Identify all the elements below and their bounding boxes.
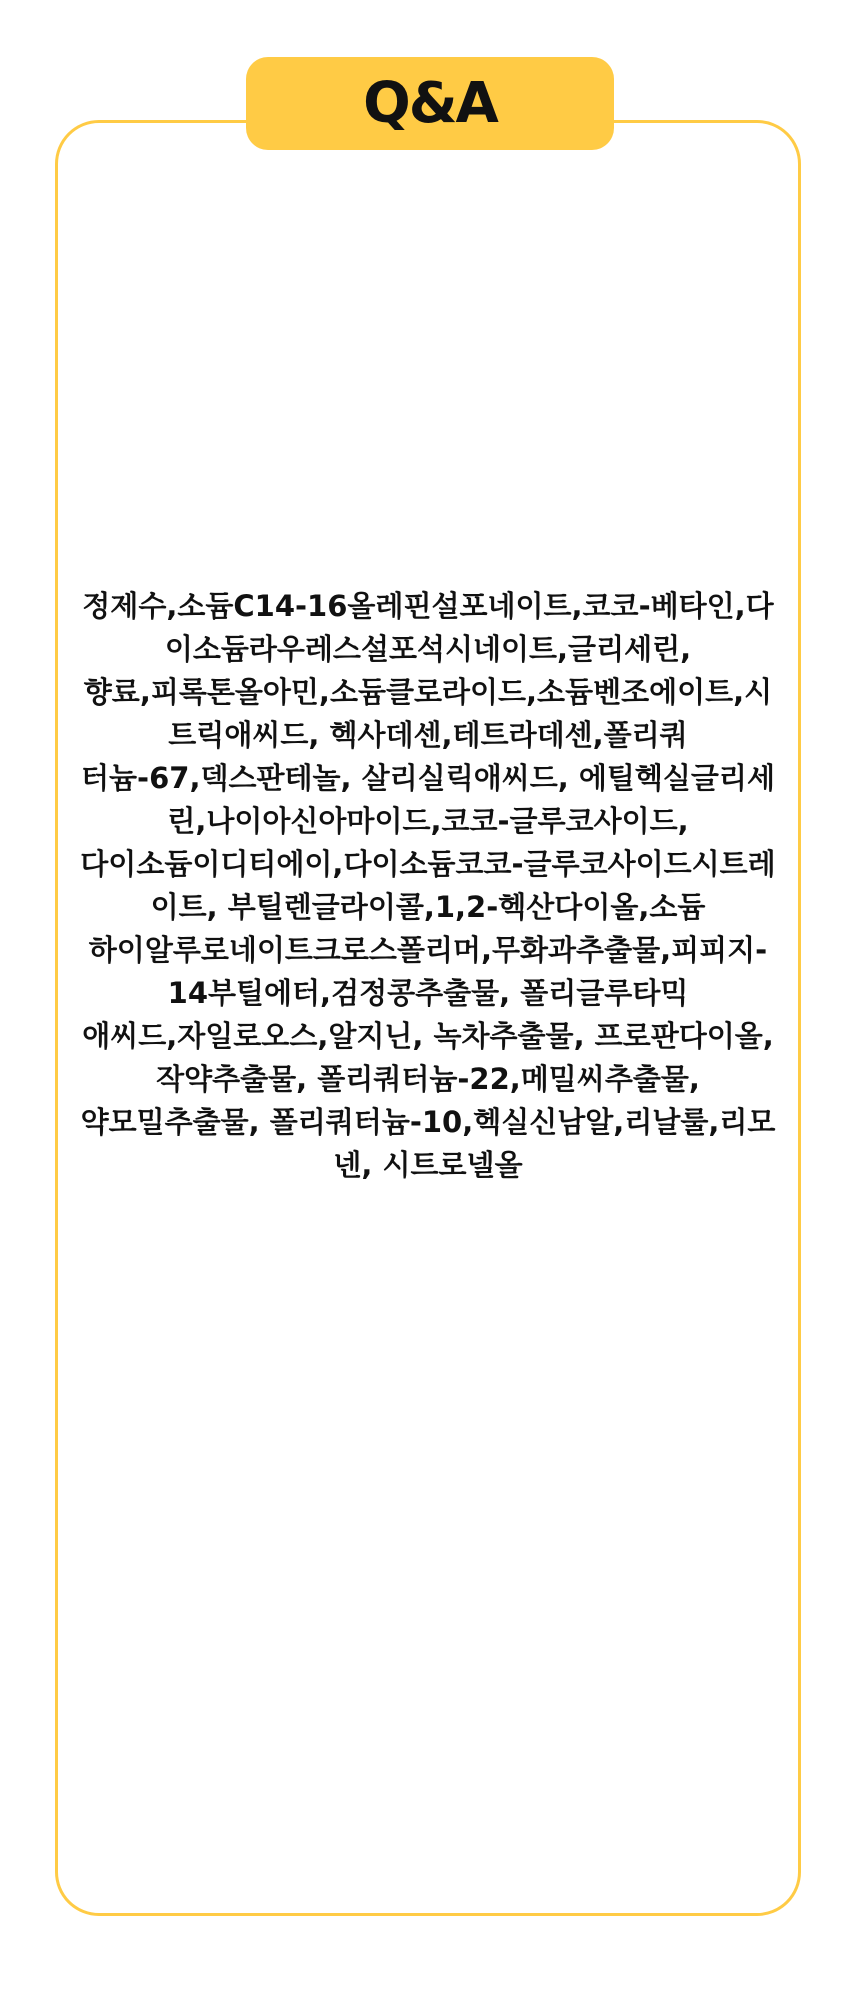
ingredient-line: 애씨드,자일로오스,알지닌, 녹차추출물, 프로판다이올, 작약추출물, 폴리쿼터늄-22,메밀씨추출물, xyxy=(82,1019,774,1096)
ingredient-line: 약모밀추출물, 폴리쿼터늄-10,헥실신남알,리날룰,리모넨, 시트로넬올 xyxy=(80,1105,776,1182)
ingredient-line: 다이소듐이디티에이,다이소듐코코-글루코사이드시트레이트, 부틸렌글라이콜,1,2-헥산다이올,소듐 xyxy=(80,847,776,924)
ingredients-text xyxy=(80,585,776,1187)
ingredient-line: 하이알루로네이트크로스폴리머,무화과추출물,피피지-14부틸에터,검정콩추출물, 폴리글루타믹 xyxy=(88,933,768,1010)
title-tab xyxy=(246,57,614,150)
ingredient-line: 터늄-67,덱스판테놀, 살리실릭애씨드, 에틸헥실글리세린,나이아신아마이드,코코-글루코사이드, xyxy=(81,761,775,838)
page-title: Q&A xyxy=(363,70,497,136)
ingredient-line: 향료,피록톤올아민,소듐클로라이드,소듐벤조에이트,시트릭애씨드, 헥사데센,테트라데센,폴리쿼 xyxy=(83,675,773,752)
ingredient-line: 정제수,소듐C14-16올레핀설포네이트,코코-베타인,다이소듐라우레스설포석시네이트,글리세린, xyxy=(82,589,774,666)
